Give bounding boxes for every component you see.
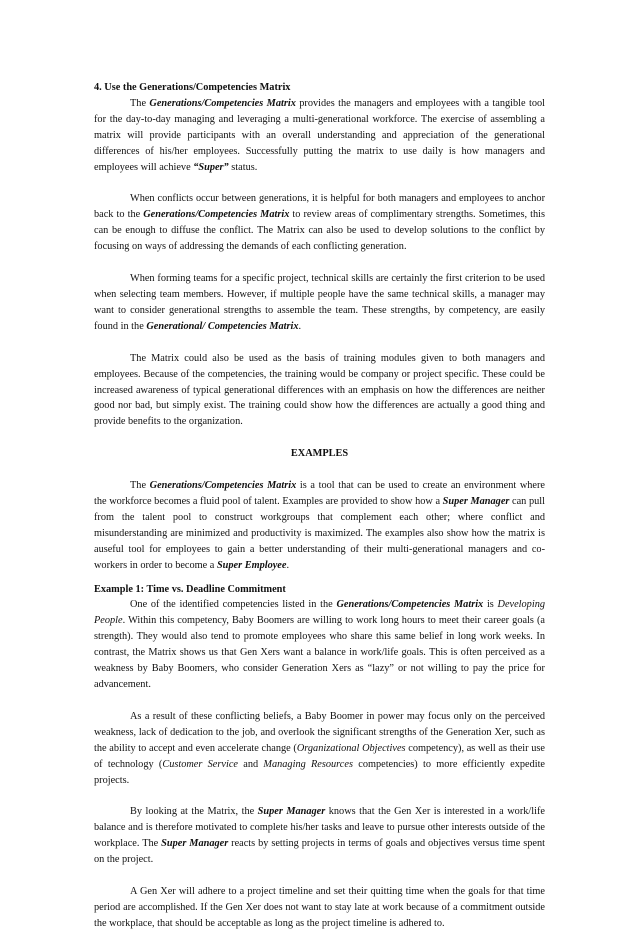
emphasis: Managing Resources [263,758,353,770]
paragraph-7 [94,709,545,789]
paragraph-1 [94,96,545,176]
paragraph-9: A Gen Xer will adhere to a project timeline and set their quitting time when the goals for that time period are accomplished. If the Gen Xer does not want to stay late at work because of a commitment outside the workplace, that should be acceptable as long as the project timeline is adhered to. [94,886,545,929]
paragraph-8 [94,804,545,868]
paragraph-4: The Matrix could also be used as the basis of training modules given to both managers and employees. Because of the competencies, the training would be company or project specific. These could be increased awareness of typical generational differences with an emphasis on how the differences are neither good nor bad, but simply exist. The training could show how the differences are actually a good thing and provide benefits to the organization. [94,352,545,428]
section-heading: 4. Use the Generations/Competencies Matrix [94,82,291,93]
text: to review areas of complimentary strengths. Sometimes, this can be enough to diffuse the conflict. The Matrix can also be used to develop solutions to the conflict by focusing on ways of addressing the demands of each conflicting generation. [94,209,545,253]
text: The [130,97,150,109]
emphasis: Developing People [94,599,545,627]
text: competency), as well as their use of technology ( [94,742,545,770]
emphasis: “Super” [193,161,229,173]
text: reacts by setting projects in terms of goals and objectives versus time spent on the project. [94,838,545,866]
emphasis: Super Manager [161,838,229,850]
example-1-heading: Example 1: Time vs. Deadline Commitment [94,583,286,595]
examples-heading: EXAMPLES [290,448,349,460]
text: and [237,758,264,770]
text: is [483,599,498,611]
text: One of the identified competencies listed in the [130,599,337,611]
text: When forming teams for a specific project, technical skills are certainly the first criterion to be used when selecting team members. However, if multiple people have the same technical skills, a manager may want to consider generational strengths to assemble the team. These strengths, by competency, are easily found in the [94,273,545,332]
text: As a result of these conflicting beliefs, a Baby Boomer in power may focus only on the perceived weakness, lack of dedication to the job, and overlook the significant strengths of the Generation Xer, such as the ability to accept and even accelerate change ( [94,710,545,754]
paragraph-2 [94,191,545,255]
text: is a tool that can be used to create an environment where the workforce becomes a fluid pool of talent. Examples are provided to show how a [94,480,545,508]
text: knows that the Gen Xer is interested in a work/life balance and is therefore motivated to complete his/her tasks and leave to pursue other interests outside of the workplace. The [94,806,545,850]
emphasis: Generations/Competencies Matrix [149,480,297,492]
text: By looking at the Matrix, the [130,806,258,818]
text: When conflicts occur between generations, it is helpful for both managers and employees to anchor back to the [94,193,545,221]
emphasis: Generations/Competencies Matrix [149,97,296,109]
text: The [130,480,150,492]
emphasis: Generations/Competencies Matrix [143,209,290,221]
emphasis: Customer Service [162,758,238,770]
text: . [286,559,290,571]
document-page [94,80,545,932]
text: . [298,320,302,332]
text: provides the managers and employees with a tangible tool for the day-to-day managing and leveraging a multi-generational workforce. The exercise of assembling a matrix will provide participants with an overall understanding and appreciation of the generational differences of his/her employees. Successfully putting the matrix to use daily is how managers and employees will achieve [94,97,546,173]
emphasis: Super Manager [257,806,326,818]
emphasis: Super Manager [442,496,510,508]
emphasis: Generations/Competencies Matrix [336,599,484,611]
emphasis: Organizational Objectives [296,742,406,754]
emphasis: Super Employee [216,559,287,571]
text: . Within this competency, Baby Boomers are willing to work long hours to meet their career goals (a strength). They would also tend to promote employees who share this same belief in long work weeks. In contrast, the Matrix shows us that Gen Xers want a balance in work/life goals. This is often perceived as a weakness by Baby Boomers, who consider Generation Xers as “lazy” or not willing to pay the price for advancement. [94,615,545,690]
text: status. [228,161,258,173]
paragraph-3 [94,271,545,335]
text: can pull from the talent pool to construct workgroups that complement each other; where conflict and misunderstanding are minimized and productivity is maximized. The examples also show how the matrix is auseful tool for employees to gain a better understanding of their multi-generational managers and co-workers in order to become a [94,496,545,571]
paragraph-6 [94,597,545,692]
text: competencies) to more efficiently expedite projects. [94,758,546,786]
paragraph-5 [94,478,545,573]
emphasis: Generational/ Competencies Matrix [146,320,299,332]
